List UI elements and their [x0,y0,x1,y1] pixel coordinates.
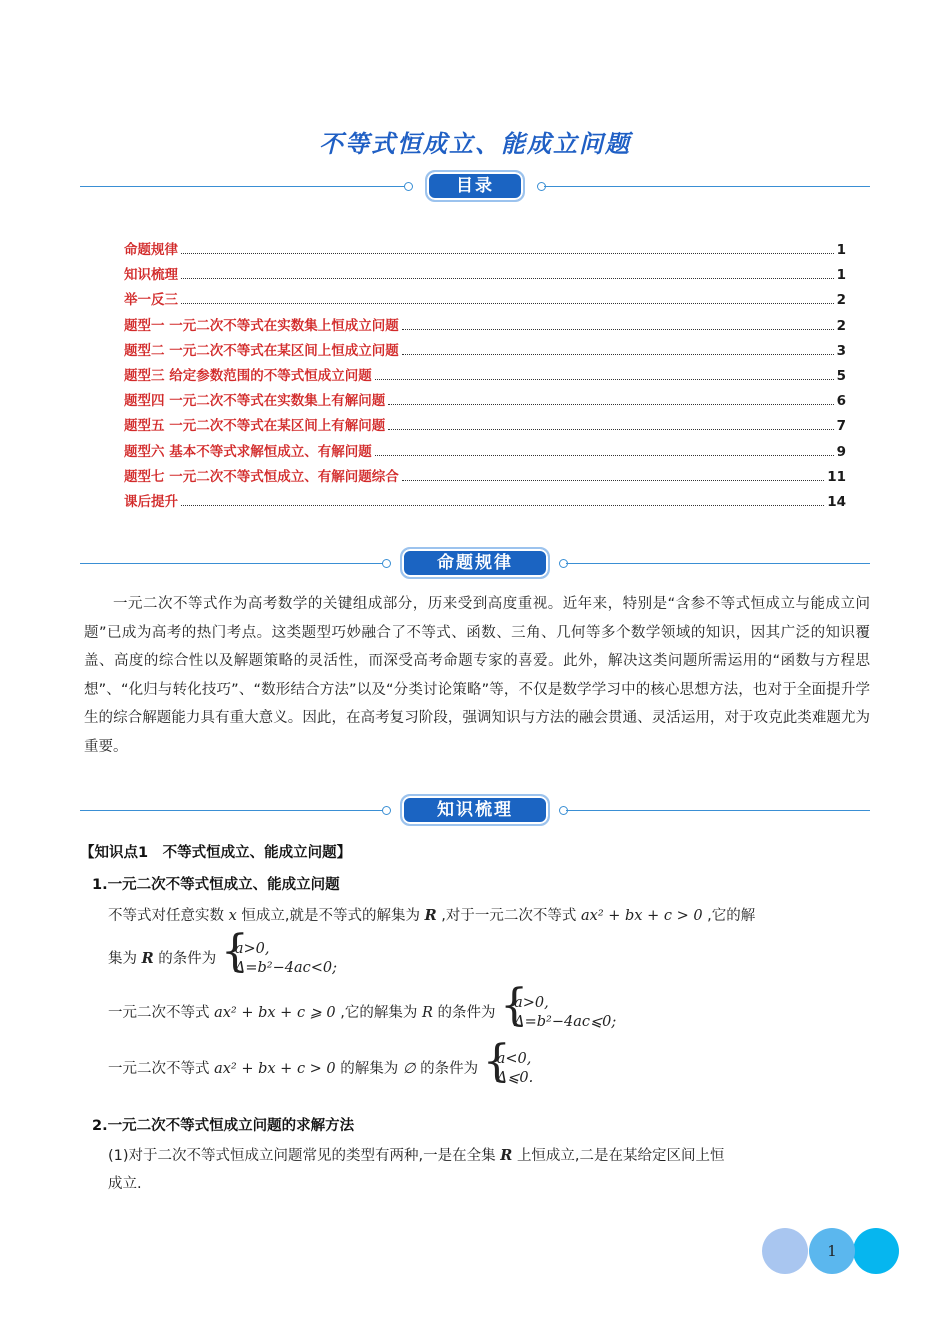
divider-dot-left [382,559,391,568]
math-inequality: ax² + bx + c ⩾ 0 [214,1005,336,1021]
divider-line-left [80,563,384,564]
text: 上恒成立,二是在某给定区间上恒 [516,1148,725,1164]
section1-paragraph: 一元二次不等式作为高考数学的关键组成部分，历来受到高度重视。近年来，特别是“含参不等式恒成立与能成立问题”已成为高考的热门考点。这类题型巧妙融合了不等式、函数、三角、几何等多个数学领域的知识，因其广泛的知识覆盖、高度的综合性以及解题策略的灵活性，而深受高考命题专家的喜爱。此外，解决这类问题所需运用的“函数与方程思想”、“化归与转化技巧”、“数形结合方法”以及“分类讨论策略”等，不仅是数学学习中的核心思想方法，也对于全面提升学生的综合解题能力具有重大意义。因此，在高考复习阶段，强调知识与方法的融会贯通、灵活运用，对于攻克此类难题尤为重要。 [84,596,870,755]
table-of-contents [124,238,846,515]
toc-entry-label: 举一反三 [124,292,178,309]
toc-entry-label: 题型七 一元二次不等式恒成立、有解问题综合 [124,468,399,485]
case-line: { a>0, [234,941,270,957]
text: 的解集为 [340,1061,399,1077]
case-line: Δ=b²−4ac⩽0; [514,1014,617,1030]
condition-cases-2 [502,994,616,1032]
kp2-heading: 2.一元二次不等式恒成立问题的求解方法 [92,1118,355,1134]
text: 恒成立,就是不等式的解集为 [241,908,421,924]
toc-entry-page: 1 [836,267,846,284]
toc-entry-page: 3 [836,342,846,359]
toc-entry[interactable] [124,314,846,339]
toc-entry-label: 题型三 给定参数范围的不等式恒成立问题 [124,367,372,384]
toc-entry[interactable] [124,339,846,364]
toc-entry-label: 课后提升 [124,493,178,510]
toc-entry-page: 2 [836,317,846,334]
text: 集为 [108,951,137,967]
toc-entry[interactable] [124,364,846,389]
math-R: R [141,950,154,967]
math-R: R [421,1005,433,1021]
toc-leader-dots [181,505,824,506]
toc-leader-dots [402,329,834,330]
toc-entry[interactable] [124,490,846,515]
toc-entry-page: 2 [836,292,846,309]
toc-entry[interactable] [124,238,846,263]
toc-leader-dots [375,455,834,456]
toc-entry[interactable] [124,263,846,288]
text: 的条件为 [158,951,217,967]
divider-line-left [80,186,406,187]
math-empty-set: ∅ [402,1061,416,1077]
text: 的条件为 [420,1061,479,1077]
toc-leader-dots [375,379,834,380]
text: (1)对于二次不等式恒成立问题常见的类型有两种,一是在全集 [108,1148,496,1164]
text: 一元二次不等式 [108,1061,210,1077]
text: ,它的解集为 [340,1005,418,1021]
divider-dot-left [382,806,391,815]
toc-entry[interactable] [124,465,846,490]
toc-entry-page: 14 [827,493,846,510]
condition-cases-3 [485,1050,533,1088]
kp2-line2: 成立. [108,1176,142,1192]
case-line: Δ⩽0. [496,1070,534,1086]
kp1-line4 [108,1050,533,1088]
toc-leader-dots [181,253,834,254]
document-title: 不等式恒成立、能成立问题 [319,130,631,158]
math-inequality: ax² + bx + c > 0 [214,1061,336,1077]
text: 的条件为 [437,1005,496,1021]
toc-leader-dots [181,303,834,304]
math-inequality: ax² + bx + c > 0 [581,908,703,924]
toc-leader-dots [402,480,825,481]
section2-heading: 知识梳理 [400,794,550,826]
toc-entry-label: 题型五 一元二次不等式在某区间上有解问题 [124,418,386,435]
knowledge-point-heading: 【知识点1 不等式恒成立、能成立问题】 [80,845,352,861]
toc-entry-page: 9 [836,443,846,460]
math-x: x [228,908,237,924]
kp2-line1 [108,1144,725,1165]
toc-entry[interactable] [124,288,846,313]
toc-entry-label: 题型四 一元二次不等式在实数集上有解问题 [124,393,386,410]
math-R: R [424,907,437,924]
toc-leader-dots [388,429,833,430]
condition-cases-1 [223,940,337,978]
badge-circle-left [762,1228,808,1274]
kp1-line3 [108,994,616,1032]
toc-entry-label: 命题规律 [124,242,178,258]
divider-line-left [80,810,384,811]
kp1-line2 [108,940,337,978]
toc-entry-page: 5 [836,367,846,384]
case-line: { a<0, [496,1051,532,1067]
toc-entry-label: 题型六 基本不等式求解恒成立、有解问题 [124,443,372,460]
text: ,它的解 [707,908,756,924]
toc-entry-page: 6 [836,393,846,410]
toc-leader-dots [388,404,833,405]
toc-entry[interactable] [124,440,846,465]
math-R: R [500,1147,513,1164]
divider-line-right [566,810,870,811]
toc-entry-page: 7 [836,418,846,435]
section1-heading: 命题规律 [400,547,550,579]
divider-line-right [544,186,870,187]
toc-entry[interactable] [124,414,846,439]
divider-line-right [566,563,870,564]
toc-entry-label: 题型二 一元二次不等式在某区间上恒成立问题 [124,342,399,359]
toc-heading: 目录 [425,170,525,202]
section2-header [80,794,870,828]
text: 不等式对任意实数 [108,908,224,924]
page-number-badge [762,1228,902,1278]
toc-entry[interactable] [124,389,846,414]
divider-dot-left [404,182,413,191]
toc-entry-label: 题型一 一元二次不等式在实数集上恒成立问题 [124,317,399,334]
kp1-line1 [108,904,755,925]
toc-entry-page: 11 [827,468,846,485]
toc-leader-dots [402,354,834,355]
toc-entry-page: 1 [836,242,846,258]
text: 一元二次不等式 [108,1005,210,1021]
page-number: 1 [809,1228,855,1274]
toc-leader-dots [181,278,834,279]
toc-section-header [80,170,870,204]
toc-entry-label: 知识梳理 [124,267,178,284]
case-line: Δ=b²−4ac<0; [234,960,338,976]
badge-circle-right [853,1228,899,1274]
kp1-heading: 1.一元二次不等式恒成立、能成立问题 [92,877,340,893]
case-line: { a>0, [514,995,549,1011]
text: ,对于一元二次不等式 [441,908,577,924]
section1-header [80,547,870,581]
